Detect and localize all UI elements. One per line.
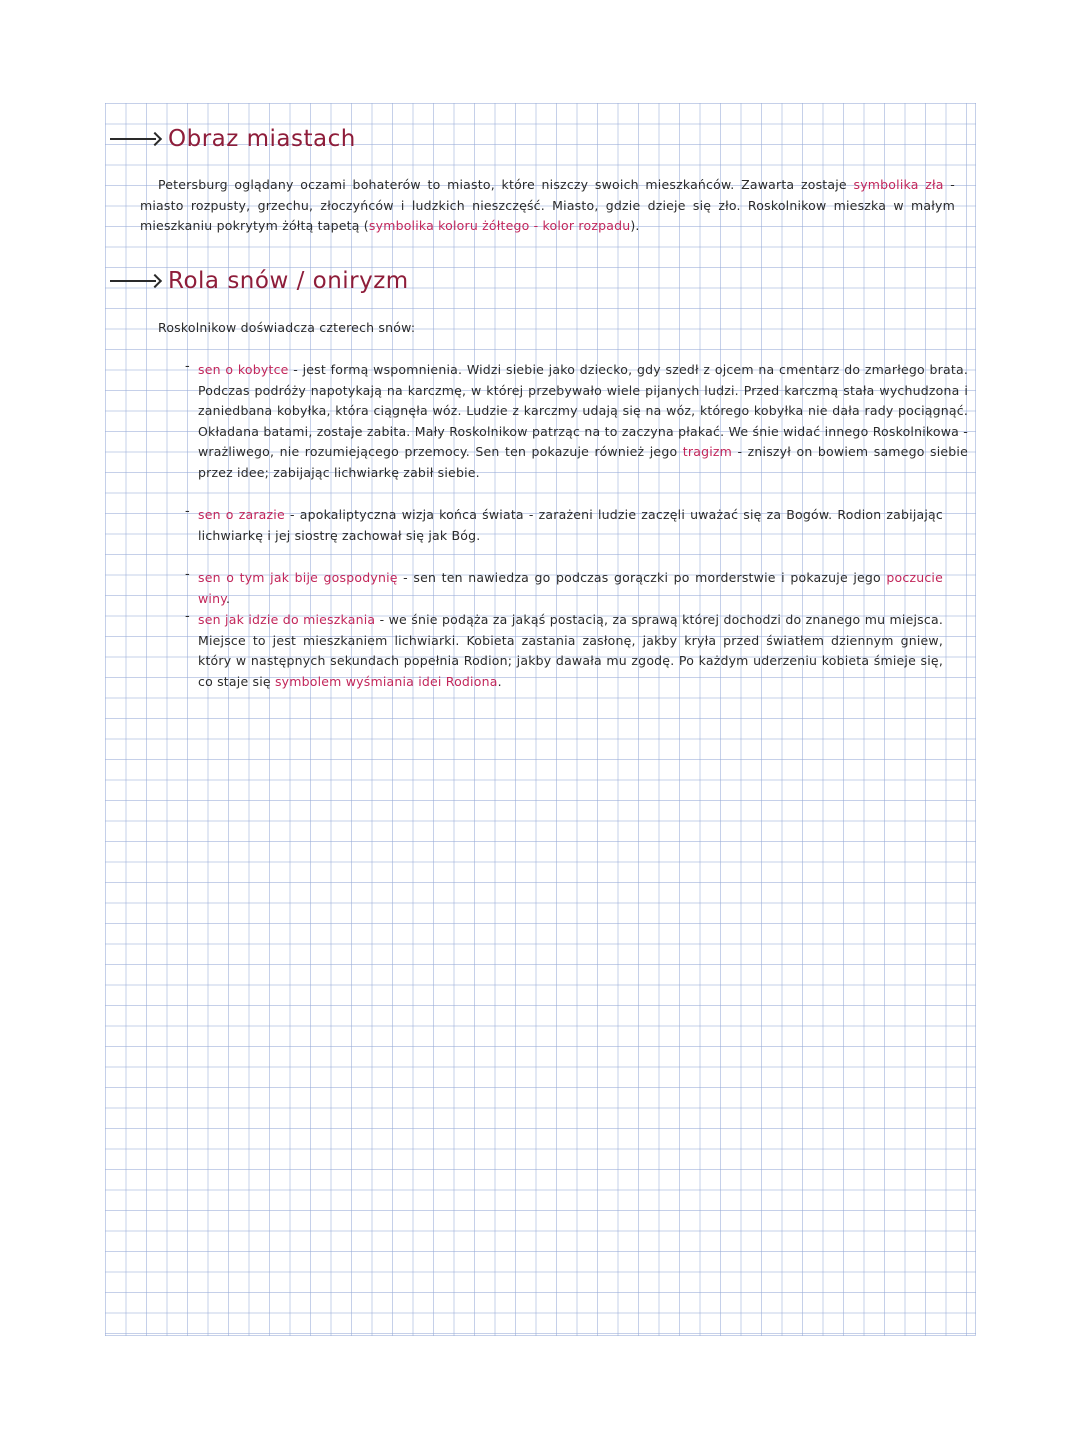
arrow-right-icon — [110, 132, 162, 146]
highlight-text: symbolem wyśmiania idei Rodiona — [274, 673, 498, 689]
bullet-item — [198, 568, 943, 609]
arrow-right-icon — [110, 274, 162, 288]
bullet-item — [198, 610, 943, 692]
bullet-dash: - — [185, 359, 190, 374]
text-run: Petersburg oglądany oczami bohaterów to miasto, które niszczy swoich mieszkańców. Zawarta zostaje — [158, 177, 854, 192]
highlight-text: sen o kobytce — [198, 362, 289, 377]
highlight-text: symbolika koloru żółtego - kolor rozpadu — [368, 218, 631, 233]
highlight-text: poczucie winy — [198, 570, 943, 606]
bullet-dash: - — [185, 609, 190, 624]
text-run: ). — [630, 218, 640, 233]
highlight-text: symbolika zła — [853, 177, 944, 192]
bullet-item — [198, 505, 943, 546]
section-heading-obraz — [110, 126, 356, 152]
bullet-item — [198, 360, 968, 483]
text-run: . — [497, 673, 502, 689]
highlight-text: sen jak idzie do mieszkania — [198, 612, 376, 627]
heading-text: Obraz miastach — [168, 126, 356, 152]
bullet-dash: - — [185, 504, 190, 519]
text-run: - miasto rozpusty, grzechu, złoczyńców i ludzkich nieszczęść. Miasto, gdzie dzieje się zło. Roskolnikow mieszka w małym mieszkaniu pokrytym żółtą tapetą ( — [140, 177, 956, 233]
text-run: - zniszył on bowiem samego siebie przez idee; zabijając lichwiarkę zabił siebie. — [198, 444, 968, 480]
highlight-text: tragizm — [682, 444, 733, 459]
section-heading-sny — [110, 268, 409, 294]
section1-paragraph — [140, 175, 955, 237]
highlight-text: sen o tym jak bije gospodynię — [198, 570, 398, 585]
text-run: - jest formą wspomnienia. Widzi siebie jako dziecko, gdy szedł z ojcem na cmentarz do zmarłego brata. Podczas podróży napotykają na karczmę, w której przebywało wiele pijanych ludzi. Przed karczmą stała wychudzona i zaniedbana kobyłka, która ciągnęła wóz. Ludzie z karczmy udają się na wóz, którego kobyłka nie dała rady pociągnąć. Okładana batami, zostaje zabita. Mały Roskolnikow patrząc na to zaczyna płakać. We śnie widać innego Roskolnikowa - wrażliwego, nie rozumiejącego przemocy. Sen ten pokazuje również jego — [198, 362, 968, 459]
text-run: . — [226, 590, 231, 606]
text-run: - sen ten nawiedza go podczas gorączki po morderstwie i pokazuje jego — [397, 570, 887, 585]
bullet-dash: - — [185, 567, 190, 582]
heading-text: Rola snów / oniryzm — [168, 268, 409, 294]
highlight-text: sen o zarazie — [198, 507, 285, 522]
text-run: - apokaliptyczna wizja końca świata - zarażeni ludzie zaczęli uważać się za Bogów. Rodion zabijając lichwiarkę i jej siostrę zachował się jak Bóg. — [198, 507, 943, 543]
section2-intro: Roskolnikow doświadcza czterech snów: — [158, 320, 416, 335]
text-run: - we śnie podąża za jakąś postacią, za sprawą której dochodzi do znanego mu miejsca. Miejsce to jest mieszkaniem lichwiarki. Kobieta zastania zasłonę, jakby kryła przed światłem dziennym gniew, który w następnych sekundach popełnia Rodion; jakby dawała mu zgodę. Po każdym uderzeniu kobieta śmieje się, co staje się — [198, 612, 943, 689]
